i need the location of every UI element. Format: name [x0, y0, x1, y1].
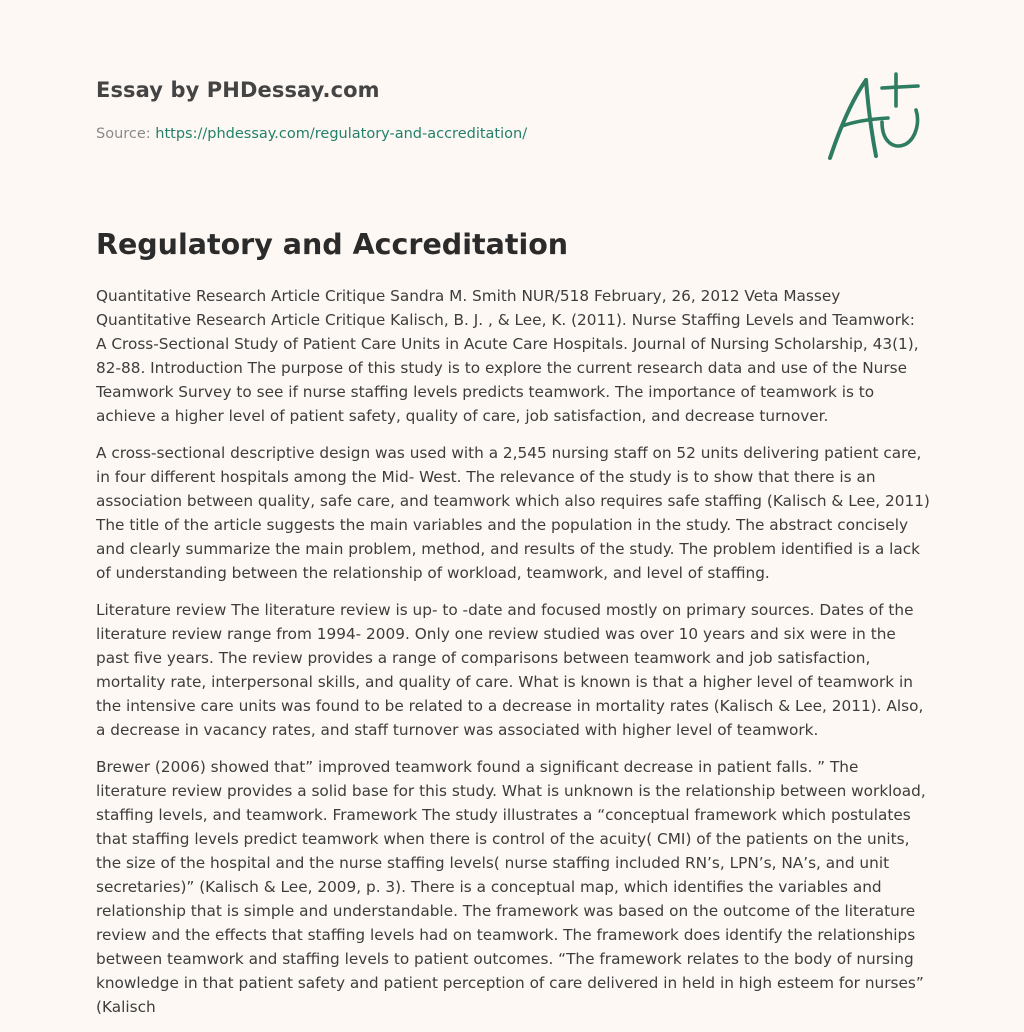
article-title: Regulatory and Accreditation [96, 228, 569, 261]
source-line [96, 123, 796, 145]
paragraph-1: Quantitative Research Article Critique Sandra M. Smith NUR/518 February, 26, 2012 Veta Massey Quantitative Research Article Critique Kalisch, B. J. , & Lee, K. (2011). Nurse Staffing Levels and Teamwork: A Cross-Sectional Study of Patient Care Units in Acute Care Hospitals. Journal of Nursing Scholarship, 43(1), 82-88. Introduction The purpose of this study is to explore the current research data and use of the Nurse Teamwork Survey to see if nurse staffing levels predicts teamwork. The importance of teamwork is to achieve a higher level of patient safety, quality of care, job satisfaction, and decrease turnover. [96, 287, 919, 425]
paragraph-3: Literature review The literature review is up- to -date and focused mostly on primary sources. Dates of the literature review range from 1994- 2009. Only one review studied was over 10 years and six were in the past five years. The review provides a range of comparisons between teamwork and job satisfaction, mortality rate, interpersonal skills, and quality of care. What is known is that a higher level of teamwork in the intensive care units was found to be related to a decrease in mortality rates (Kalisch & Lee, 2011). Also, a decrease in vacancy rates, and staff turnover was associated with higher level of teamwork. [96, 601, 924, 739]
site-brand: Essay by PHDessay.com [96, 78, 380, 102]
essay-header [96, 74, 796, 145]
source-link[interactable]: https://phdessay.com/regulatory-and-accreditation/ [155, 126, 528, 142]
paragraph-2: A cross-sectional descriptive design was used with a 2,545 nursing staff on 52 units delivering patient care, in four different hospitals among the Mid- West. The relevance of the study is to show that there is an association between quality, safe care, and teamwork which also requires safe staffing (Kalisch & Lee, 2011) The title of the article suggests the main variables and the population in the study. The abstract concisely and clearly summarize the main problem, method, and results of the study. The problem identified is a lack of understanding between the relationship of workload, teamwork, and level of staffing. [96, 444, 930, 582]
source-label: Source: [96, 126, 151, 142]
paragraph-4: Brewer (2006) showed that” improved teamwork found a significant decrease in patient falls. ” The literature review provides a solid base for this study. What is unknown is the relationship between workload, staffing levels, and teamwork. Framework The study illustrates a “conceptual framework which postulates that staffing levels predict teamwork when there is control of the acuity( CMI) of the patients on the units, the size of the hospital and the nurse staffing levels( nurse staffing included RN’s, LPN’s, NA’s, and unit secretaries)” (Kalisch & Lee, 2009, p. 3). There is a conceptual map, which identifies the variables and relationship that is simple and understandable. The framework was based on the outcome of the literature review and the effects that staffing levels had on teamwork. The framework does identify the relationships between teamwork and staffing levels to patient outcomes. “The framework relates to the body of nursing knowledge in that patient safety and patient perception of care delivered in held in high esteem for nurses” (Kalisch [96, 758, 926, 1016]
a-plus-grade-icon [822, 66, 932, 166]
article-body [96, 284, 930, 1032]
